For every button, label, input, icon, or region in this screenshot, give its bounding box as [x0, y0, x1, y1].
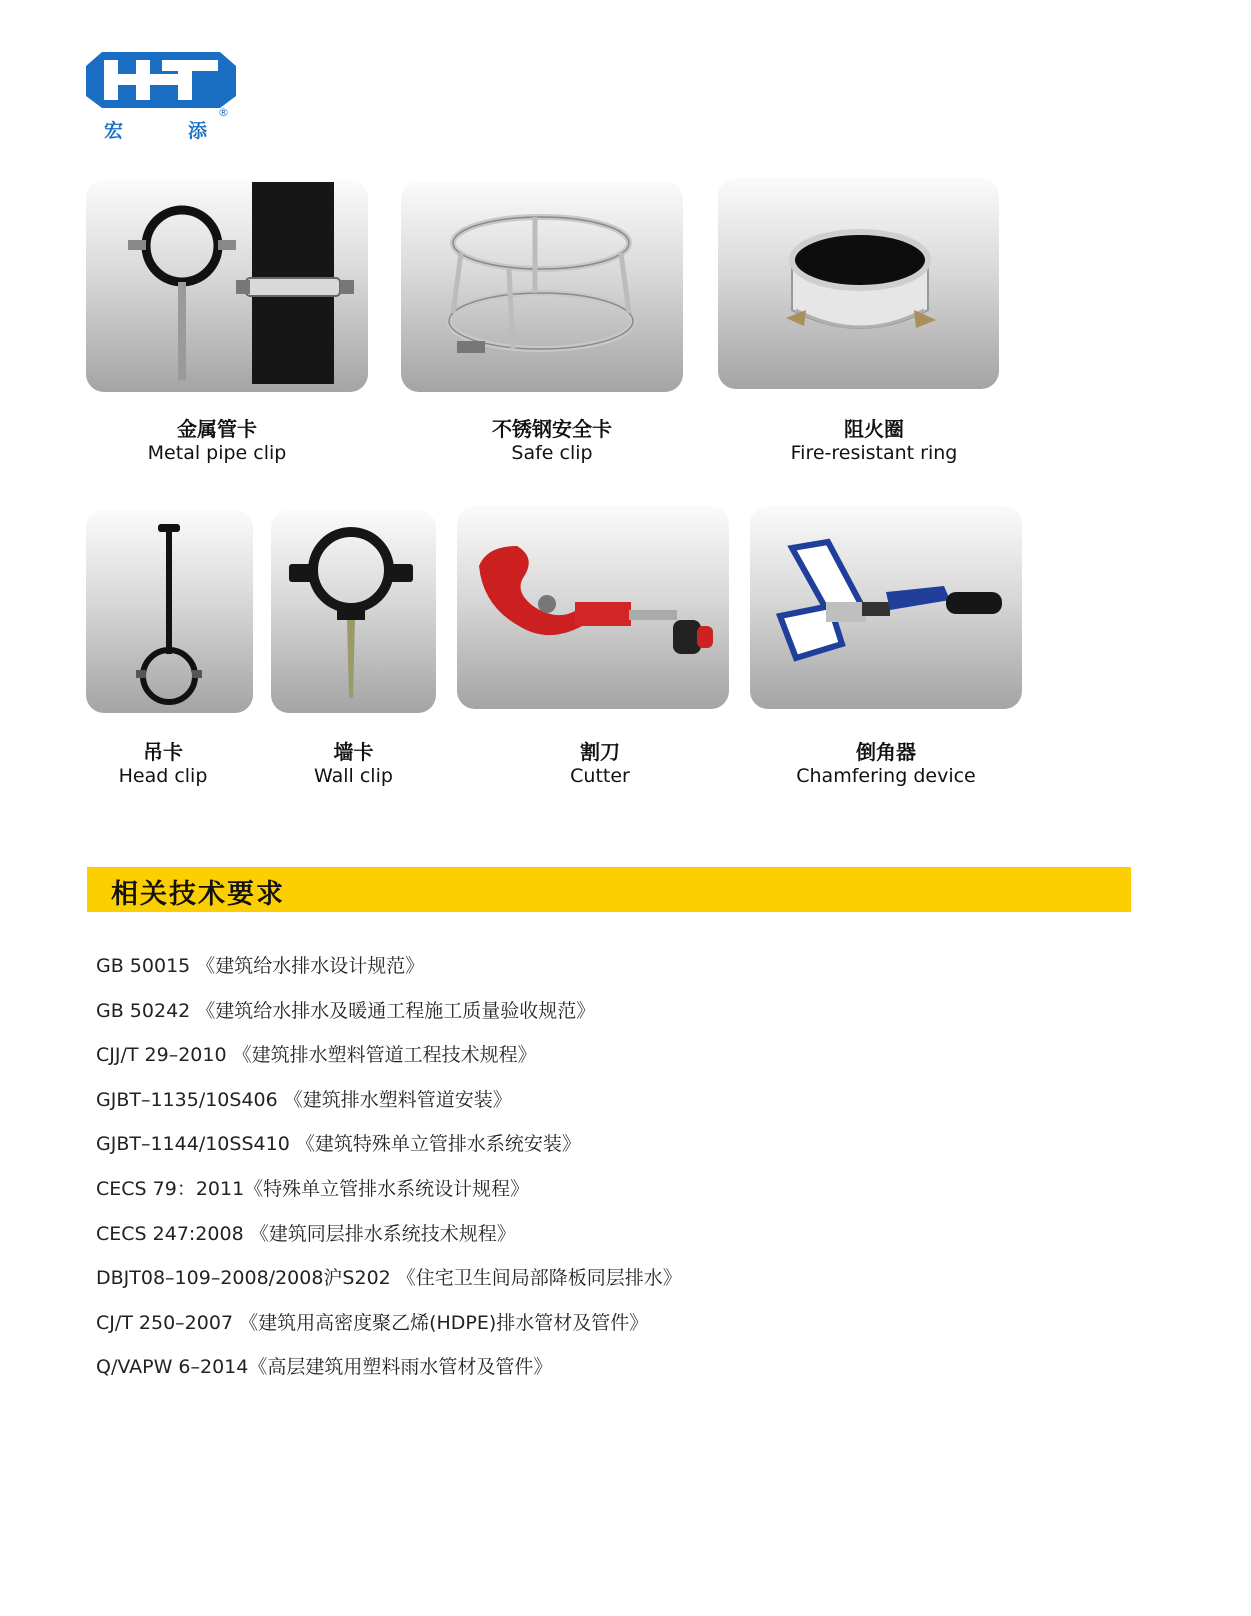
product-image-metal-pipe-clip	[86, 180, 368, 392]
caption-fire-resistant-ring	[718, 417, 1030, 465]
standard-item: CJ/T 250–2007 《建筑用高密度聚乙烯(HDPE)排水管材及管件》	[96, 1311, 649, 1334]
caption-cutter	[457, 740, 743, 788]
product-name-cn: 阻火圈	[844, 417, 904, 441]
brand-logo	[86, 52, 236, 144]
product-image-cutter	[457, 506, 729, 709]
wall-clip-icon	[271, 510, 436, 713]
product-name-en: Head clip	[118, 765, 208, 787]
standards-list	[96, 951, 1096, 1397]
logo-char-2: 添	[188, 120, 208, 142]
caption-chamfering-device	[750, 740, 1022, 788]
chamfering-device-icon	[750, 506, 1022, 709]
section-header-bar	[87, 867, 1131, 912]
product-name-en: Fire-resistant ring	[790, 442, 958, 464]
product-name-en: Cutter	[570, 765, 630, 787]
caption-wall-clip	[271, 740, 436, 788]
head-clip-icon	[86, 510, 253, 713]
product-name-en: Safe clip	[511, 442, 593, 464]
product-name-cn: 不锈钢安全卡	[492, 417, 612, 441]
product-image-chamfering-device	[750, 506, 1022, 709]
metal-pipe-clip-icon	[86, 180, 368, 392]
product-name-cn: 割刀	[580, 740, 620, 764]
caption-metal-pipe-clip	[86, 417, 348, 465]
standard-item: CECS 79：2011《特殊单立管排水系统设计规程》	[96, 1177, 530, 1200]
section-title: 相关技术要求	[111, 879, 285, 910]
standard-item: Q/VAPW 6–2014《高层建筑用塑料雨水管材及管件》	[96, 1356, 553, 1379]
standard-item: GJBT–1135/10S406 《建筑排水塑料管道安装》	[96, 1088, 512, 1111]
standard-item: DBJT08–109–2008/2008沪S202 《住宅卫生间局部降板同层排水》	[96, 1267, 682, 1290]
ht-logo-mark	[86, 52, 236, 114]
product-name-en: Metal pipe clip	[147, 442, 287, 464]
product-image-head-clip	[86, 510, 253, 713]
logo-char-1: 宏	[104, 120, 124, 142]
standard-item: GB 50242 《建筑给水排水及暖通工程施工质量验收规范》	[96, 999, 596, 1022]
registered-mark: ®	[218, 106, 229, 119]
product-name-en: Chamfering device	[796, 765, 976, 787]
product-name-cn: 吊卡	[143, 740, 183, 764]
product-name-cn: 金属管卡	[177, 417, 257, 441]
product-name-cn: 倒角器	[856, 740, 916, 764]
safe-clip-icon	[401, 181, 683, 392]
standard-item: CJJ/T 29–2010 《建筑排水塑料管道工程技术规程》	[96, 1044, 537, 1067]
product-image-wall-clip	[271, 510, 436, 713]
cutter-icon	[457, 506, 729, 709]
product-image-fire-resistant-ring	[718, 178, 999, 389]
product-name-en: Wall clip	[314, 765, 393, 787]
standard-item: GJBT–1144/10SS410 《建筑特殊单立管排水系统安装》	[96, 1133, 581, 1156]
fire-resistant-ring-icon	[718, 178, 999, 389]
caption-head-clip	[86, 740, 240, 788]
standard-item: GB 50015 《建筑给水排水设计规范》	[96, 955, 425, 977]
product-name-cn: 墙卡	[333, 740, 374, 764]
product-image-safe-clip	[401, 181, 683, 392]
standard-item: CECS 247:2008 《建筑同层排水系统技术规程》	[96, 1222, 516, 1245]
caption-safe-clip	[401, 417, 703, 465]
